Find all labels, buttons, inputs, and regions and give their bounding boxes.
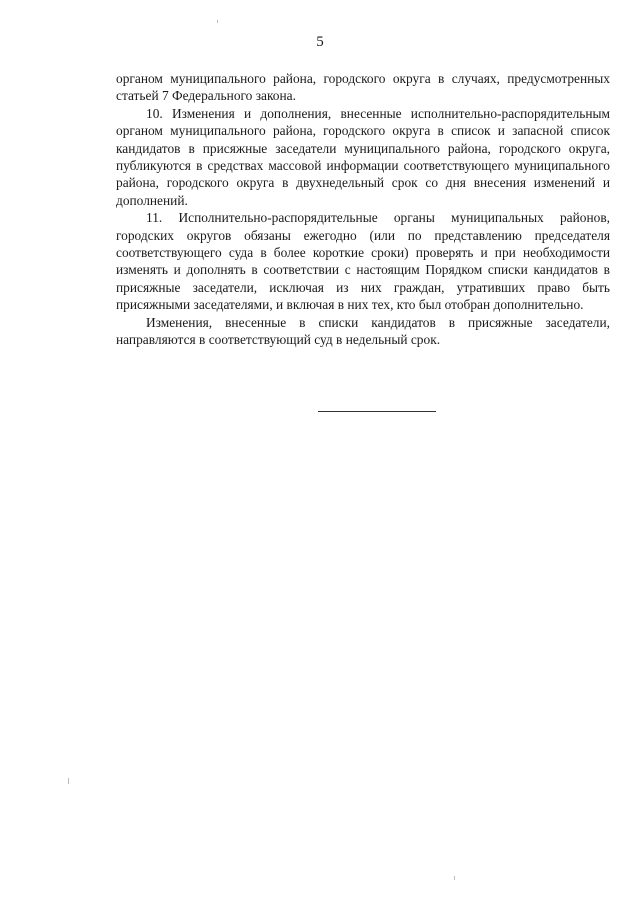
page-number: 5 bbox=[316, 34, 324, 50]
paragraph-11: 11. Исполнительно-распорядительные органы муниципальных районов, городских округов обязаны ежегодно (или по представлению председателя соответствующего суда в более короткие сроки) проверять и при необходимости изменять и дополнять в соответствии с настоящим Порядком списки кандидатов в присяжные заседатели, исключая из них граждан, утративших право быть присяжными заседателями, и включая в них тех, кто был отобран дополнительно. bbox=[116, 210, 610, 313]
paragraph-10: 10. Изменения и дополнения, внесенные исполнительно-распорядительным органом муниципального района, городского округа в список и запасной список кандидатов в присяжные заседатели муниципального района, городского округа, публикуются в средствах массовой информации соответствующего муниципального района, городского округа в двухнедельный срок со дня внесения изменений и дополнений. bbox=[116, 105, 610, 208]
scan-speck bbox=[454, 876, 455, 880]
paragraph-continuation: органом муниципального района, городского округа в случаях, предусмотренных статьей 7 Федерального закона. bbox=[116, 71, 610, 104]
scan-speck bbox=[217, 20, 218, 23]
document-body bbox=[116, 70, 610, 349]
scan-speck bbox=[68, 778, 69, 784]
paragraph-changes: Изменения, внесенные в списки кандидатов в присяжные заседатели, направляются в соответствующий суд в недельный срок. bbox=[116, 314, 610, 348]
end-divider bbox=[318, 411, 436, 412]
